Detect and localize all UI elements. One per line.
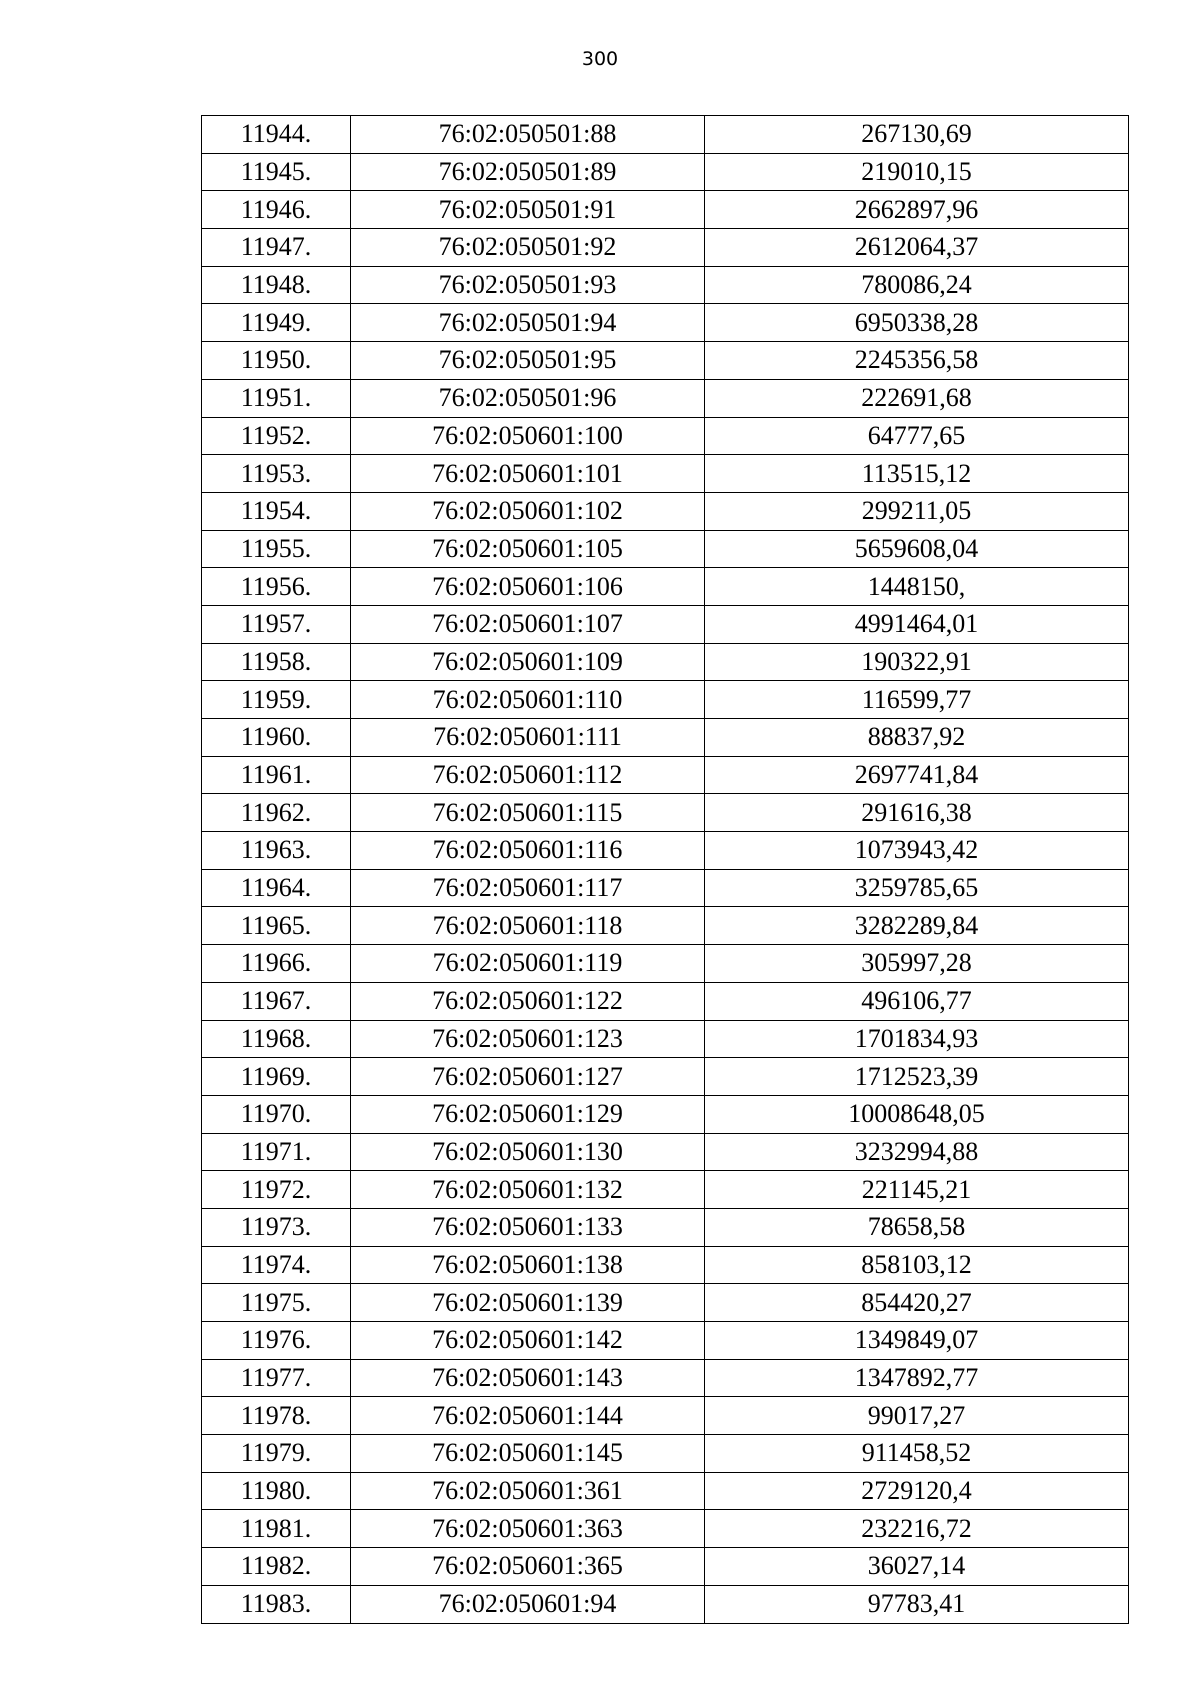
table-body — [202, 116, 1129, 1624]
cadastral-number-cell: 76:02:050601:115 — [351, 794, 705, 832]
row-number-cell: 11944. — [202, 116, 351, 154]
cadastral-value-cell: 3282289,84 — [705, 907, 1129, 945]
cadastral-value-table — [201, 115, 1129, 1624]
row-number-cell: 11981. — [202, 1510, 351, 1548]
row-number-cell: 11950. — [202, 342, 351, 380]
cadastral-value-cell: 3259785,65 — [705, 869, 1129, 907]
cadastral-number-cell: 76:02:050601:102 — [351, 492, 705, 530]
cadastral-value-cell: 267130,69 — [705, 116, 1129, 154]
cadastral-number-cell: 76:02:050601:129 — [351, 1095, 705, 1133]
cadastral-value-cell: 1701834,93 — [705, 1020, 1129, 1058]
cadastral-value-cell: 305997,28 — [705, 945, 1129, 983]
cadastral-value-cell: 780086,24 — [705, 266, 1129, 304]
cadastral-number-cell: 76:02:050501:92 — [351, 229, 705, 267]
table-row — [202, 492, 1129, 530]
cadastral-number-cell: 76:02:050601:138 — [351, 1246, 705, 1284]
cadastral-value-cell: 64777,65 — [705, 417, 1129, 455]
row-number-cell: 11977. — [202, 1359, 351, 1397]
table-row — [202, 530, 1129, 568]
row-number-cell: 11957. — [202, 605, 351, 643]
table-row — [202, 1284, 1129, 1322]
cadastral-value-cell: 10008648,05 — [705, 1095, 1129, 1133]
cadastral-number-cell: 76:02:050501:91 — [351, 191, 705, 229]
cadastral-number-cell: 76:02:050601:118 — [351, 907, 705, 945]
row-number-cell: 11952. — [202, 417, 351, 455]
table-row — [202, 417, 1129, 455]
cadastral-value-cell: 1073943,42 — [705, 832, 1129, 870]
row-number-cell: 11968. — [202, 1020, 351, 1058]
table-row — [202, 1171, 1129, 1209]
cadastral-value-cell: 116599,77 — [705, 681, 1129, 719]
row-number-cell: 11948. — [202, 266, 351, 304]
row-number-cell: 11951. — [202, 379, 351, 417]
row-number-cell: 11973. — [202, 1208, 351, 1246]
cadastral-number-cell: 76:02:050601:142 — [351, 1322, 705, 1360]
row-number-cell: 11965. — [202, 907, 351, 945]
table-row — [202, 1359, 1129, 1397]
cadastral-value-cell: 2697741,84 — [705, 756, 1129, 794]
table-row — [202, 1208, 1129, 1246]
page-number: 300 — [581, 48, 619, 70]
row-number-cell: 11946. — [202, 191, 351, 229]
row-number-cell: 11967. — [202, 982, 351, 1020]
cadastral-number-cell: 76:02:050601:105 — [351, 530, 705, 568]
cadastral-value-cell: 36027,14 — [705, 1548, 1129, 1586]
row-number-cell: 11976. — [202, 1322, 351, 1360]
cadastral-value-cell: 2612064,37 — [705, 229, 1129, 267]
table-row — [202, 1058, 1129, 1096]
cadastral-number-cell: 76:02:050601:100 — [351, 417, 705, 455]
table-row — [202, 719, 1129, 757]
row-number-cell: 11982. — [202, 1548, 351, 1586]
row-number-cell: 11972. — [202, 1171, 351, 1209]
row-number-cell: 11956. — [202, 568, 351, 606]
cadastral-number-cell: 76:02:050601:143 — [351, 1359, 705, 1397]
cadastral-number-cell: 76:02:050601:127 — [351, 1058, 705, 1096]
row-number-cell: 11970. — [202, 1095, 351, 1133]
cadastral-value-cell: 911458,52 — [705, 1435, 1129, 1473]
cadastral-value-cell: 496106,77 — [705, 982, 1129, 1020]
table-row — [202, 907, 1129, 945]
table-row — [202, 1435, 1129, 1473]
cadastral-number-cell: 76:02:050601:145 — [351, 1435, 705, 1473]
table-row — [202, 1510, 1129, 1548]
table-row — [202, 1548, 1129, 1586]
table-row — [202, 1095, 1129, 1133]
cadastral-number-cell: 76:02:050601:139 — [351, 1284, 705, 1322]
cadastral-value-cell: 113515,12 — [705, 455, 1129, 493]
table-row — [202, 605, 1129, 643]
row-number-cell: 11959. — [202, 681, 351, 719]
row-number-cell: 11960. — [202, 719, 351, 757]
table-row — [202, 945, 1129, 983]
cadastral-value-cell: 88837,92 — [705, 719, 1129, 757]
row-number-cell: 11961. — [202, 756, 351, 794]
cadastral-value-cell: 6950338,28 — [705, 304, 1129, 342]
table-row — [202, 116, 1129, 154]
cadastral-number-cell: 76:02:050501:89 — [351, 153, 705, 191]
row-number-cell: 11971. — [202, 1133, 351, 1171]
cadastral-value-cell: 854420,27 — [705, 1284, 1129, 1322]
table-row — [202, 1322, 1129, 1360]
table-row — [202, 191, 1129, 229]
cadastral-value-cell: 1448150, — [705, 568, 1129, 606]
table-row — [202, 1397, 1129, 1435]
cadastral-value-cell: 858103,12 — [705, 1246, 1129, 1284]
row-number-cell: 11980. — [202, 1472, 351, 1510]
cadastral-value-cell: 1347892,77 — [705, 1359, 1129, 1397]
cadastral-value-cell: 221145,21 — [705, 1171, 1129, 1209]
cadastral-number-cell: 76:02:050601:112 — [351, 756, 705, 794]
cadastral-number-cell: 76:02:050601:106 — [351, 568, 705, 606]
row-number-cell: 11945. — [202, 153, 351, 191]
row-number-cell: 11954. — [202, 492, 351, 530]
cadastral-value-cell: 97783,41 — [705, 1585, 1129, 1623]
row-number-cell: 11963. — [202, 832, 351, 870]
cadastral-number-cell: 76:02:050601:94 — [351, 1585, 705, 1623]
cadastral-number-cell: 76:02:050501:96 — [351, 379, 705, 417]
table-row — [202, 832, 1129, 870]
cadastral-number-cell: 76:02:050501:95 — [351, 342, 705, 380]
row-number-cell: 11966. — [202, 945, 351, 983]
cadastral-value-cell: 2662897,96 — [705, 191, 1129, 229]
row-number-cell: 11975. — [202, 1284, 351, 1322]
cadastral-number-cell: 76:02:050601:144 — [351, 1397, 705, 1435]
cadastral-number-cell: 76:02:050601:107 — [351, 605, 705, 643]
table-row — [202, 1246, 1129, 1284]
cadastral-value-cell: 232216,72 — [705, 1510, 1129, 1548]
table-row — [202, 982, 1129, 1020]
row-number-cell: 11958. — [202, 643, 351, 681]
cadastral-value-cell: 291616,38 — [705, 794, 1129, 832]
cadastral-value-cell: 3232994,88 — [705, 1133, 1129, 1171]
cadastral-number-cell: 76:02:050601:101 — [351, 455, 705, 493]
cadastral-number-cell: 76:02:050601:109 — [351, 643, 705, 681]
table-row — [202, 266, 1129, 304]
table-row — [202, 681, 1129, 719]
cadastral-number-cell: 76:02:050601:130 — [351, 1133, 705, 1171]
cadastral-value-cell: 2245356,58 — [705, 342, 1129, 380]
table-row — [202, 304, 1129, 342]
table-row — [202, 153, 1129, 191]
cadastral-value-cell: 1349849,07 — [705, 1322, 1129, 1360]
cadastral-value-cell: 1712523,39 — [705, 1058, 1129, 1096]
row-number-cell: 11983. — [202, 1585, 351, 1623]
cadastral-number-cell: 76:02:050601:116 — [351, 832, 705, 870]
row-number-cell: 11964. — [202, 869, 351, 907]
cadastral-number-cell: 76:02:050601:132 — [351, 1171, 705, 1209]
cadastral-number-cell: 76:02:050601:365 — [351, 1548, 705, 1586]
cadastral-value-cell: 5659608,04 — [705, 530, 1129, 568]
table-row — [202, 1020, 1129, 1058]
row-number-cell: 11953. — [202, 455, 351, 493]
row-number-cell: 11978. — [202, 1397, 351, 1435]
row-number-cell: 11949. — [202, 304, 351, 342]
table-row — [202, 756, 1129, 794]
row-number-cell: 11979. — [202, 1435, 351, 1473]
cadastral-number-cell: 76:02:050601:111 — [351, 719, 705, 757]
cadastral-number-cell: 76:02:050601:119 — [351, 945, 705, 983]
cadastral-value-cell: 4991464,01 — [705, 605, 1129, 643]
table-row — [202, 643, 1129, 681]
row-number-cell: 11955. — [202, 530, 351, 568]
table-row — [202, 869, 1129, 907]
table-row — [202, 455, 1129, 493]
cadastral-number-cell: 76:02:050501:88 — [351, 116, 705, 154]
cadastral-number-cell: 76:02:050601:361 — [351, 1472, 705, 1510]
table-row — [202, 1472, 1129, 1510]
table-row — [202, 1585, 1129, 1623]
cadastral-value-cell: 219010,15 — [705, 153, 1129, 191]
table-row — [202, 229, 1129, 267]
table-row — [202, 1133, 1129, 1171]
table-row — [202, 342, 1129, 380]
cadastral-value-cell: 222691,68 — [705, 379, 1129, 417]
cadastral-number-cell: 76:02:050601:110 — [351, 681, 705, 719]
cadastral-value-cell: 99017,27 — [705, 1397, 1129, 1435]
row-number-cell: 11969. — [202, 1058, 351, 1096]
cadastral-value-cell: 78658,58 — [705, 1208, 1129, 1246]
cadastral-number-cell: 76:02:050601:117 — [351, 869, 705, 907]
cadastral-number-cell: 76:02:050601:123 — [351, 1020, 705, 1058]
cadastral-number-cell: 76:02:050601:133 — [351, 1208, 705, 1246]
row-number-cell: 11947. — [202, 229, 351, 267]
table-row — [202, 794, 1129, 832]
cadastral-number-cell: 76:02:050601:363 — [351, 1510, 705, 1548]
cadastral-value-cell: 2729120,4 — [705, 1472, 1129, 1510]
row-number-cell: 11962. — [202, 794, 351, 832]
row-number-cell: 11974. — [202, 1246, 351, 1284]
cadastral-number-cell: 76:02:050501:93 — [351, 266, 705, 304]
cadastral-number-cell: 76:02:050501:94 — [351, 304, 705, 342]
cadastral-value-cell: 190322,91 — [705, 643, 1129, 681]
table-row — [202, 379, 1129, 417]
cadastral-value-cell: 299211,05 — [705, 492, 1129, 530]
table-row — [202, 568, 1129, 606]
cadastral-number-cell: 76:02:050601:122 — [351, 982, 705, 1020]
